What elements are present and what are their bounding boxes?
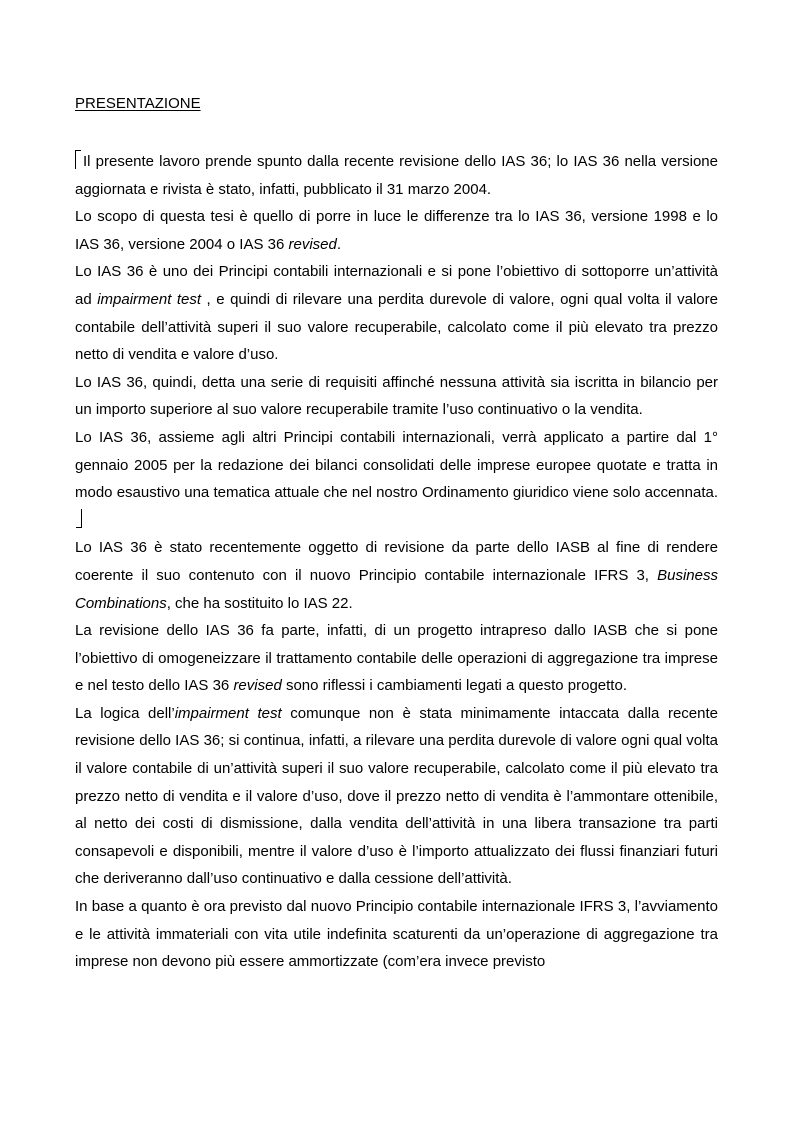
- emphasis: Business Combinations: [75, 566, 718, 612]
- emphasis: revised: [233, 677, 282, 695]
- selection-end-mark: [76, 509, 82, 528]
- document-body: [75, 148, 718, 976]
- paragraph: Lo IAS 36, assieme agli altri Principi contabili internazionali, verrà applicato a partire dal 1° gennaio 2005 per la redazione dei bilanci consolidati delle imprese europee quotate e tratta in modo esaustivo una tematica attuale che nel nostro Ordinamento giuridico viene solo accennata.: [75, 424, 718, 534]
- emphasis: revised: [288, 235, 337, 253]
- selection-start-mark: [75, 150, 81, 169]
- paragraph: Lo scopo di questa tesi è quello di porre in luce le differenze tra lo IAS 36, versione 1998 e lo IAS 36, versione 2004 o IAS 36 revised.: [75, 208, 718, 253]
- paragraph: La logica dell’impairment test comunque non è stata minimamente intaccata dalla recente revisione dello IAS 36; si continua, infatti, a rilevare una perdita durevole di valore ogni qual volta il valore contabile di un’attività superi il suo valore recuperabile, calcolato come il più elevato tra prezzo netto di vendita e il valore d’uso, dove il prezzo netto di vendita è l’ammontare ottenibile, al netto dei costi di dismissione, dalla vendita dell’attività in una libera transazione tra parti consapevoli e disponibili, mentre il valore d’uso è l’importo attualizzato dei flussi finanziari futuri che deriveranno dall’uso continuativo e dalla cessione dell’attività.: [75, 704, 718, 888]
- emphasis: impairment test: [174, 704, 282, 722]
- section-heading: PRESENTAZIONE: [75, 95, 201, 112]
- paragraph: In base a quanto è ora previsto dal nuovo Principio contabile internazionale IFRS 3, l’avviamento e le attività immateriali con vita utile indefinita scaturenti da un’operazione di aggregazione tra imprese non devono più essere ammortizzate (com’era invece previsto: [75, 898, 718, 971]
- paragraph: Il presente lavoro prende spunto dalla recente revisione dello IAS 36; lo IAS 36 nella versione aggiornata e rivista è stato, infatti, pubblicato il 31 marzo 2004.: [75, 148, 718, 203]
- paragraph: Lo IAS 36, quindi, detta una serie di requisiti affinché nessuna attività sia iscritta in bilancio per un importo superiore al suo valore recuperabile tramite l’uso continuativo o la vendita.: [75, 373, 718, 419]
- paragraph: Lo IAS 36 è stato recentemente oggetto di revisione da parte dello IASB al fine di rendere coerente il suo contenuto con il nuovo Principio contabile internazionale IFRS 3, Business Combinations, che ha sostituito lo IAS 22.: [75, 539, 718, 612]
- paragraph: La revisione dello IAS 36 fa parte, infatti, di un progetto intrapreso dallo IASB che si pone l’obiettivo di omogeneizzare il trattamento contabile delle operazioni di aggregazione tra imprese e nel testo dello IAS 36 revised sono riflessi i cambiamenti legati a questo progetto.: [75, 622, 718, 695]
- emphasis: impairment test: [97, 290, 202, 308]
- paragraph: Lo IAS 36 è uno dei Principi contabili internazionali e si pone l’obiettivo di sottoporre un’attività ad impairment test , e quindi di rilevare una perdita durevole di valore, ogni qual volta il valore contabile dell’attività superi il suo valore recuperabile, calcolato come il più elevato tra prezzo netto di vendita e valore d’uso.: [75, 263, 718, 364]
